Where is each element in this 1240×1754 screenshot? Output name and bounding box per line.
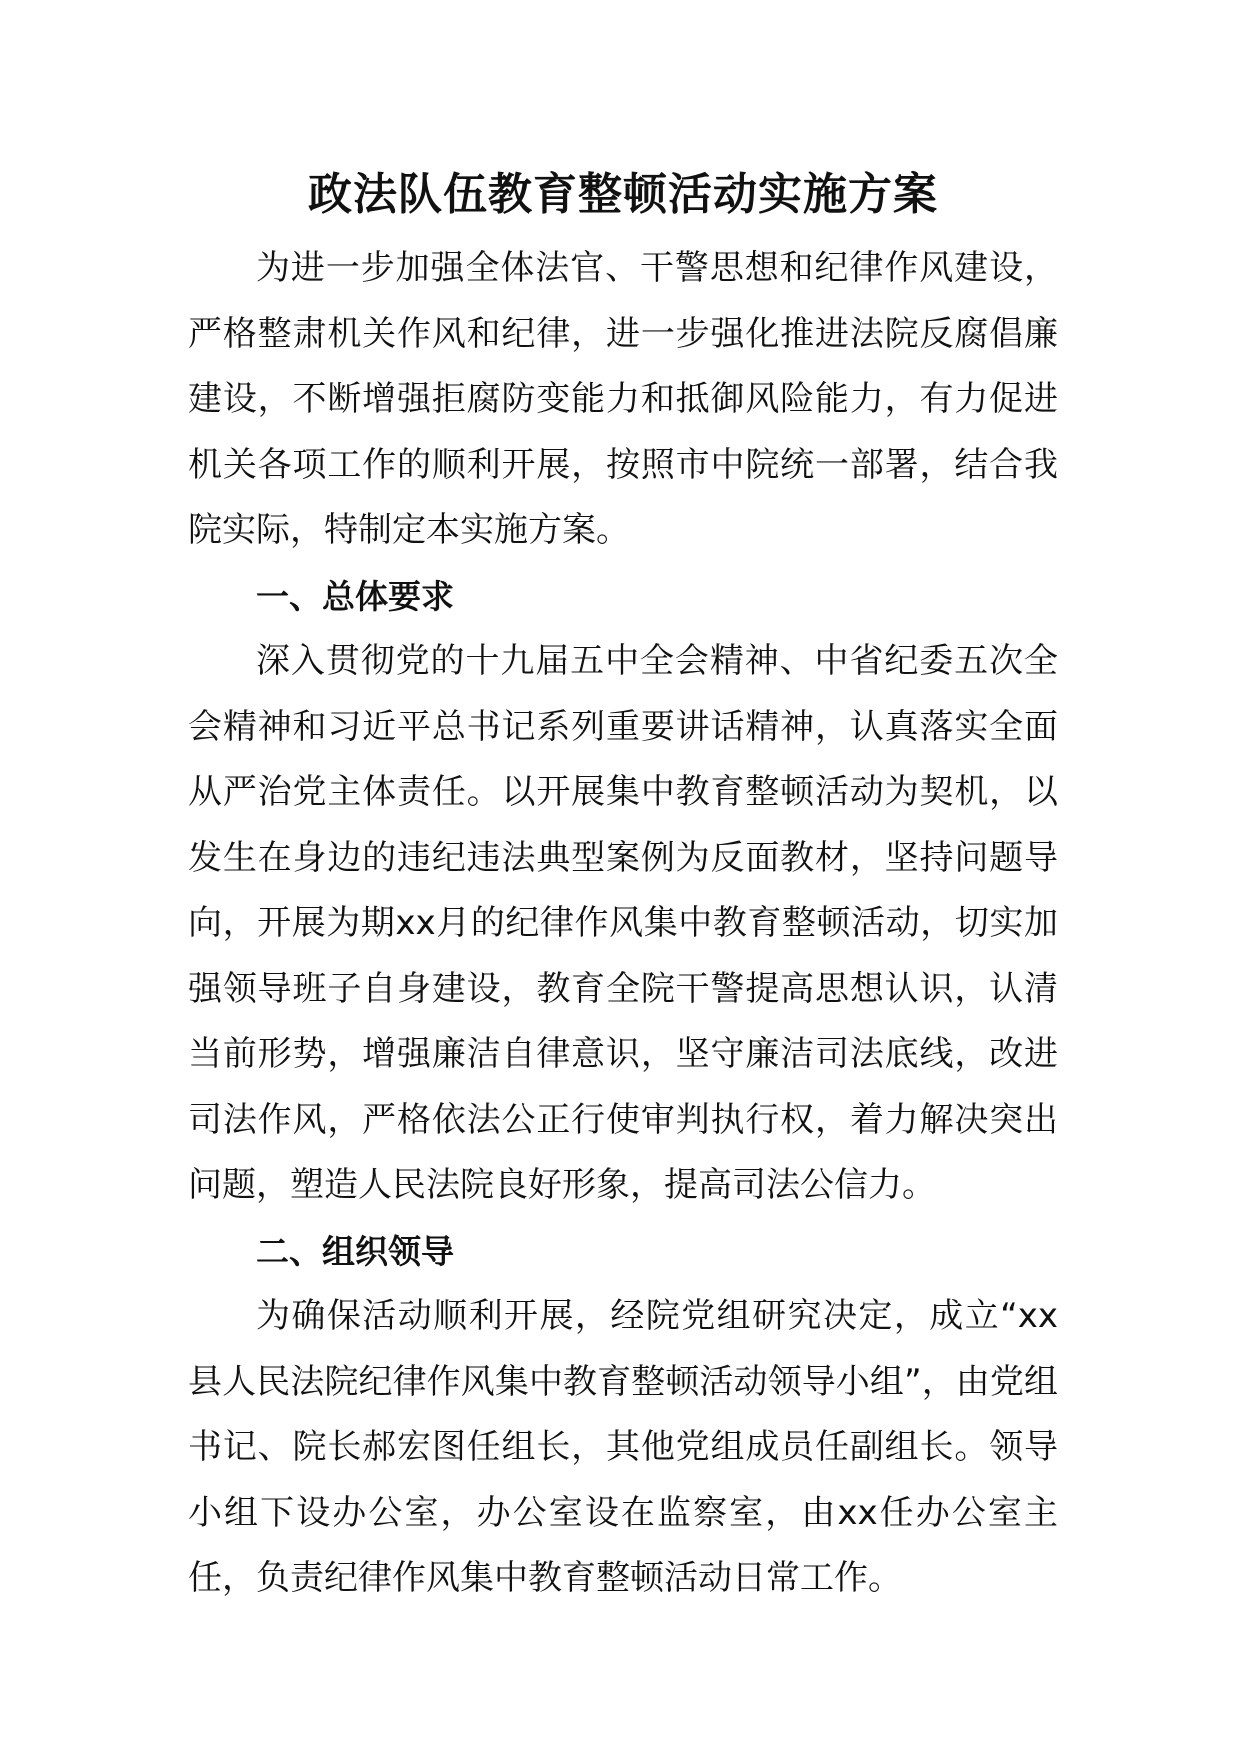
section-heading-organization-leadership: 二、组织领导 — [256, 1231, 454, 1271]
intro-paragraph: 为进一步加强全体法官、干警思想和纪律作风建设，严格整肃机关作风和纪律，进一步强化推进法院反腐倡廉建设，不断增强拒腐防变能力和抵御风险能力，有力促进机关各项工作的顺利开展，按照市中院统一部署，结合我院实际，特制定本实施方案。 — [188, 248, 1058, 550]
document-content — [188, 160, 1058, 1612]
section-body-general-requirements: 深入贯彻党的十九届五中全会精神、中省纪委五次全会精神和习近平总书记系列重要讲话精神，认真落实全面从严治党主体责任。以开展集中教育整顿活动为契机，以发生在身边的违纪违法典型案例为反面教材，坚持问题导向，开展为期xx月的纪律作风集中教育整顿活动，切实加强领导班子自身建设，教育全院干警提高思想认识，认清当前形势，增强廉洁自律意识，坚守廉洁司法底线，改进司法作风，严格依法公正行使审判执行权，着力解决突出问题，塑造人民法院良好形象，提高司法公信力。 — [188, 641, 1058, 1205]
section-heading-general-requirements: 一、总体要求 — [256, 576, 454, 616]
document-title: 政法队伍教育整顿活动实施方案 — [308, 169, 938, 220]
section-body-organization-leadership: 为确保活动顺利开展，经院党组研究决定，成立“xx县人民法院纪律作风集中教育整顿活动领导小组”，由党组书记、院长郝宏图任组长，其他党组成员任副组长。领导小组下设办公室，办公室设在监察室，由xx任办公室主任，负责纪律作风集中教育整顿活动日常工作。 — [188, 1296, 1058, 1598]
